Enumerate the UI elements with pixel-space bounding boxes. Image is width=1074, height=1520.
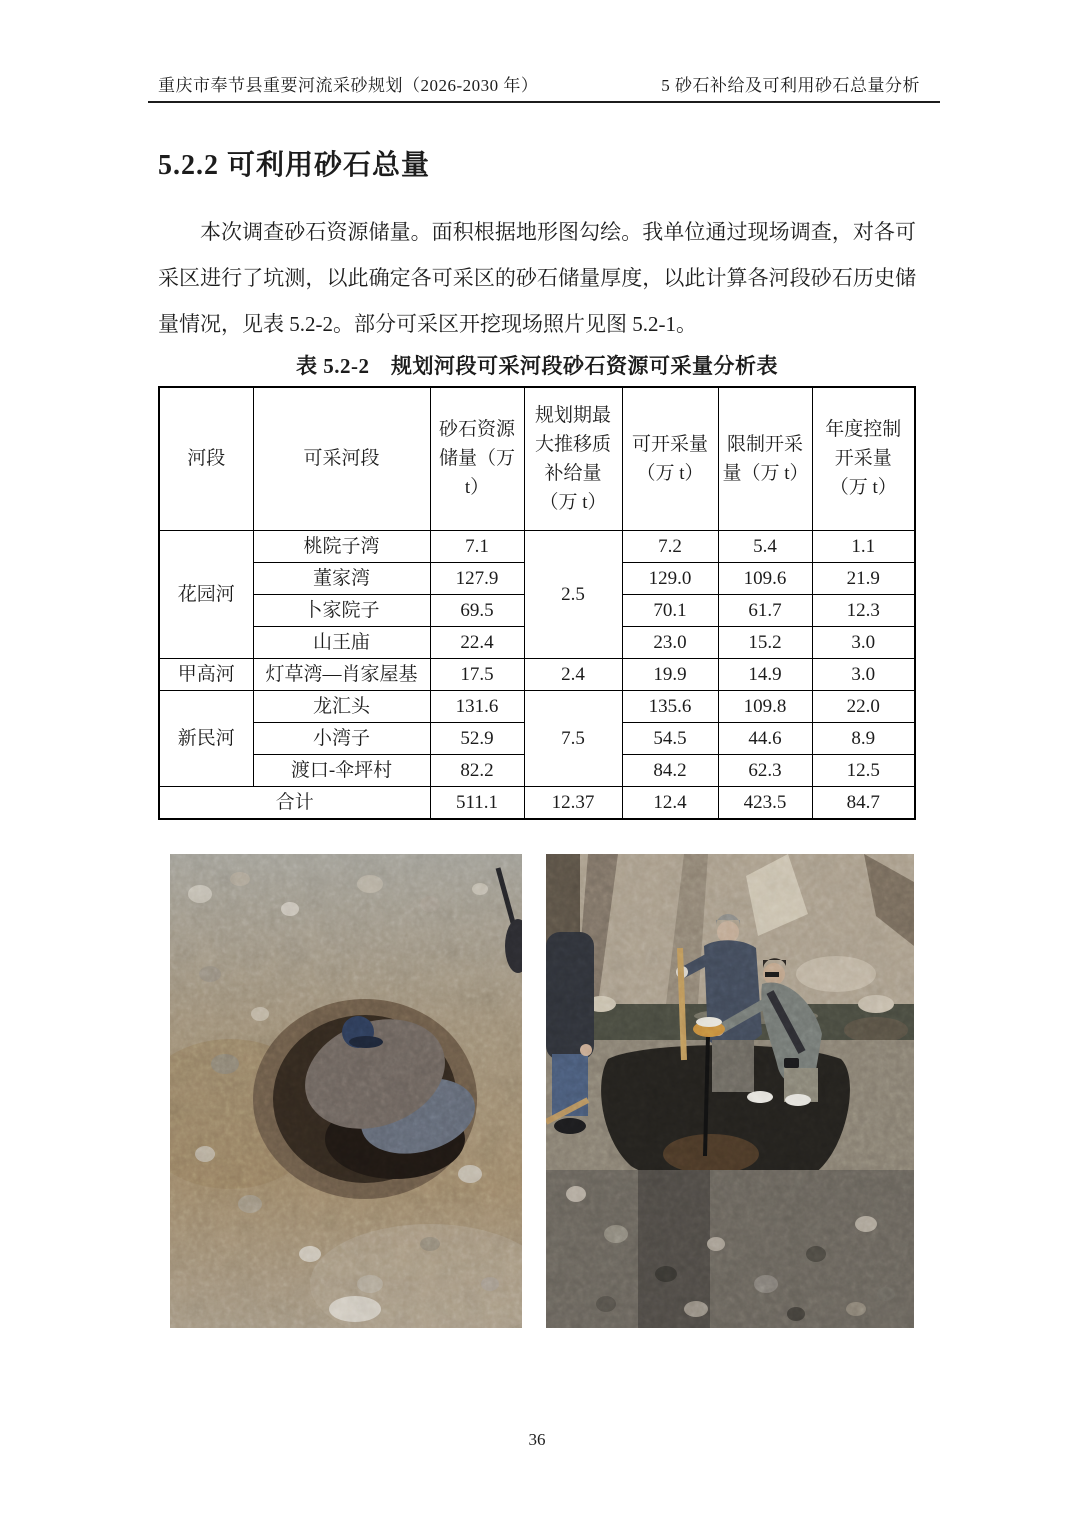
cell-segment: 小湾子 xyxy=(253,723,430,755)
col-header-restricted: 限制开采量（万 t） xyxy=(718,387,812,531)
cell-segment: 山王庙 xyxy=(253,627,430,659)
col-header-reserve: 砂石资源储量（万 t） xyxy=(430,387,524,531)
cell-reserve: 82.2 xyxy=(430,755,524,787)
cell-restricted: 61.7 xyxy=(718,595,812,627)
cell-restricted: 109.8 xyxy=(718,691,812,723)
cell-reserve: 22.4 xyxy=(430,627,524,659)
cell-restricted: 14.9 xyxy=(718,659,812,691)
cell-supply: 7.5 xyxy=(524,691,622,787)
cell-annual: 22.0 xyxy=(812,691,915,723)
table-caption: 表 5.2-2 规划河段可采河段砂石资源可采量分析表 xyxy=(296,353,778,378)
col-header-annual: 年度控制开采量（万 t） xyxy=(812,387,915,531)
cell-segment: 卜家院子 xyxy=(253,595,430,627)
cell-annual: 12.3 xyxy=(812,595,915,627)
col-header-segment: 可采河段 xyxy=(253,387,430,531)
test-pit-photo-right xyxy=(546,854,914,1328)
cell-mineable: 19.9 xyxy=(622,659,718,691)
figure-5-2-1 xyxy=(170,854,916,1328)
header-right-title: 5 砂石补给及可利用砂石总量分析 xyxy=(661,76,920,95)
cell-river: 新民河 xyxy=(159,691,253,787)
cell-segment: 渡口-伞坪村 xyxy=(253,755,430,787)
cell-supply: 2.5 xyxy=(524,531,622,659)
body-paragraph: 本次调查砂石资源储量。面积根据地形图勾绘。我单位通过现场调查，对各可采区进行了坑测，以此确定各可采区的砂石储量厚度，以此计算各河段砂石历史储量情况，见表 5.2-2。部分可采区开挖现场照片见图 5.2-1。 xyxy=(158,219,916,336)
cell-river: 甲高河 xyxy=(159,659,253,691)
cell-segment: 灯草湾—肖家屋基 xyxy=(253,659,430,691)
cell-segment: 桃院子湾 xyxy=(253,531,430,563)
cell-river: 花园河 xyxy=(159,531,253,659)
col-header-mineable: 可开采量（万 t） xyxy=(622,387,718,531)
page-number: 36 xyxy=(528,1430,546,1450)
header-left-title: 重庆市奉节县重要河流采砂规划（2026-2030 年） xyxy=(158,76,539,95)
cell-annual: 1.1 xyxy=(812,531,915,563)
cell-restricted: 44.6 xyxy=(718,723,812,755)
cell-mineable: 7.2 xyxy=(622,531,718,563)
cell-annual: 12.5 xyxy=(812,755,915,787)
cell-annual: 8.9 xyxy=(812,723,915,755)
cell-reserve: 52.9 xyxy=(430,723,524,755)
cell-reserve: 131.6 xyxy=(430,691,524,723)
col-header-river: 河段 xyxy=(159,387,253,531)
cell-restricted: 109.6 xyxy=(718,563,812,595)
section-heading: 5.2.2 可利用砂石总量 xyxy=(158,149,431,181)
cell-total-label: 合计 xyxy=(159,787,430,820)
cell-mineable: 54.5 xyxy=(622,723,718,755)
page-header xyxy=(0,0,1074,96)
table-row xyxy=(159,659,915,691)
page-content xyxy=(0,143,1074,1329)
col-header-supply: 规划期最大推移质补给量（万 t） xyxy=(524,387,622,531)
cell-mineable: 135.6 xyxy=(622,691,718,723)
cell-mineable: 70.1 xyxy=(622,595,718,627)
cell-annual: 21.9 xyxy=(812,563,915,595)
table-header-row xyxy=(159,387,915,531)
cell-mineable: 129.0 xyxy=(622,563,718,595)
cell-total-supply: 12.37 xyxy=(524,787,622,820)
cell-reserve: 7.1 xyxy=(430,531,524,563)
test-pit-photo-left xyxy=(170,854,522,1328)
cell-total-annual: 84.7 xyxy=(812,787,915,820)
cell-reserve: 69.5 xyxy=(430,595,524,627)
cell-segment: 龙汇头 xyxy=(253,691,430,723)
cell-reserve: 127.9 xyxy=(430,563,524,595)
cell-restricted: 15.2 xyxy=(718,627,812,659)
cell-reserve: 17.5 xyxy=(430,659,524,691)
table-total-row xyxy=(159,787,915,820)
cell-mineable: 23.0 xyxy=(622,627,718,659)
cell-total-mineable: 12.4 xyxy=(622,787,718,820)
cell-annual: 3.0 xyxy=(812,659,915,691)
cell-annual: 3.0 xyxy=(812,627,915,659)
cell-total-restricted: 423.5 xyxy=(718,787,812,820)
sand-resource-table xyxy=(158,386,916,821)
header-rule xyxy=(148,101,940,103)
page-footer xyxy=(0,1430,1074,1450)
cell-total-reserve: 511.1 xyxy=(430,787,524,820)
table-row xyxy=(159,691,915,723)
cell-restricted: 62.3 xyxy=(718,755,812,787)
cell-segment: 董家湾 xyxy=(253,563,430,595)
cell-mineable: 84.2 xyxy=(622,755,718,787)
cell-supply: 2.4 xyxy=(524,659,622,691)
cell-restricted: 5.4 xyxy=(718,531,812,563)
table-row xyxy=(159,531,915,563)
